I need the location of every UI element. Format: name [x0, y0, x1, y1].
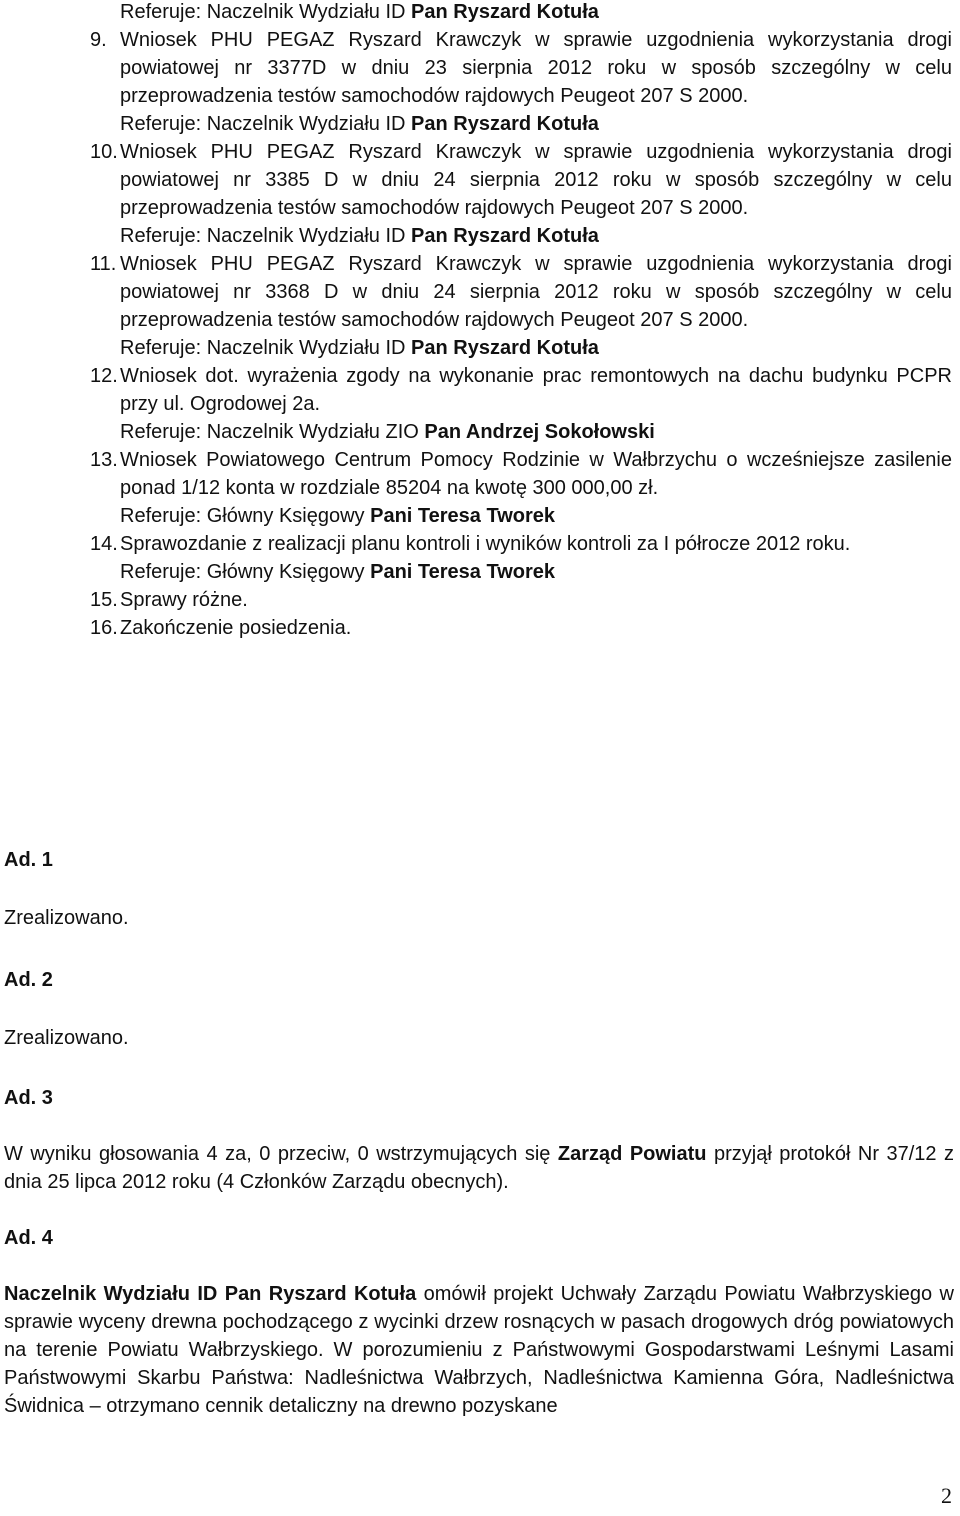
- referent-line: [90, 502, 952, 530]
- referent-prefix: Referuje: Naczelnik Wydziału ID: [120, 113, 412, 135]
- referent-line: [90, 334, 952, 362]
- agenda-item-number: 11.: [90, 253, 117, 275]
- ad2-text: Zrealizowano.: [4, 1027, 129, 1049]
- agenda-item: [90, 530, 952, 558]
- ad1-label: Ad. 1: [4, 849, 53, 871]
- ad3-paragraph: [4, 1140, 954, 1196]
- agenda-item-number: 16.: [90, 617, 118, 639]
- agenda-item-text: Sprawy różne.: [120, 589, 248, 611]
- agenda-item-text: Sprawozdanie z realizacji planu kontroli i wyników kontroli za I półrocze 2012 roku.: [120, 533, 851, 555]
- referent-line: [90, 0, 952, 26]
- referent-prefix: Referuje: Naczelnik Wydziału ZIO: [120, 421, 425, 443]
- referent-line: [90, 110, 952, 138]
- agenda-item-text: Wniosek PHU PEGAZ Ryszard Krawczyk w sprawie uzgodnienia wykorzystania drogi powiatowej nr 3368 D w dniu 24 sierpnia 2012 roku w sposób szczególny w celu przeprowadzenia testów samochodów rajdowych Peugeot 207 S 2000.: [120, 253, 952, 331]
- agenda-item: [90, 26, 952, 110]
- agenda-item: [90, 362, 952, 418]
- agenda-item-number: 12.: [90, 365, 118, 387]
- ad4-label: Ad. 4: [4, 1227, 53, 1249]
- ad3-text-b: przyjął protokół Nr 37/12 z dnia 25 lipca 2012 roku (4 Członków Zarządu obecnych).: [4, 1143, 954, 1193]
- agenda-item: [90, 138, 952, 222]
- agenda-item-number: 14.: [90, 533, 118, 555]
- ad3-text-a: W wyniku głosowania 4 za, 0 przeciw, 0 wstrzymujących się: [4, 1143, 558, 1165]
- agenda-item-number: 10.: [90, 141, 118, 163]
- agenda-item-number: 9.: [90, 29, 107, 51]
- ad4-bold: Naczelnik Wydziału ID Pan Ryszard Kotuła: [4, 1283, 417, 1305]
- referent-name: Pan Ryszard Kotuła: [411, 1, 599, 23]
- agenda-item-number: 13.: [90, 449, 118, 471]
- referent-line: [90, 222, 952, 250]
- agenda-item: [90, 614, 952, 642]
- page-number: 2: [941, 1483, 952, 1508]
- ad2-section: [4, 966, 954, 1052]
- agenda-item: [90, 586, 952, 614]
- ad1-text: Zrealizowano.: [4, 907, 129, 929]
- referent-prefix: Referuje: Naczelnik Wydziału ID: [120, 225, 412, 247]
- referent-name: Pan Ryszard Kotuła: [411, 225, 599, 247]
- referent-prefix: Referuje: Główny Księgowy: [120, 561, 371, 583]
- agenda-item-text: Wniosek PHU PEGAZ Ryszard Krawczyk w sprawie uzgodnienia wykorzystania drogi powiatowej nr 3377D w dniu 23 sierpnia 2012 roku w sposób szczególny w celu przeprowadzenia testów samochodów rajdowych Peugeot 207 S 2000.: [120, 29, 952, 107]
- referent-prefix: Referuje: Główny Księgowy: [120, 505, 371, 527]
- referent-line: [90, 558, 952, 586]
- agenda-item-text: Wniosek Powiatowego Centrum Pomocy Rodzinie w Wałbrzychu o wcześniejsze zasilenie ponad 1/12 konta w rozdziale 85204 na kwotę 300 000,00 zł.: [120, 449, 952, 499]
- referent-line: [90, 418, 952, 446]
- referent-name: Pani Teresa Tworek: [370, 561, 556, 583]
- referent-prefix: Referuje: Naczelnik Wydziału ID: [120, 337, 412, 359]
- referent-name: Pani Teresa Tworek: [370, 505, 556, 527]
- agenda-item-number: 15.: [90, 589, 118, 611]
- agenda-item-text: Wniosek dot. wyrażenia zgody na wykonanie prac remontowych na dachu budynku PCPR przy ul. Ogrodowej 2a.: [120, 365, 952, 415]
- ad3-label: Ad. 3: [4, 1087, 53, 1109]
- ad3-section: [4, 1084, 954, 1196]
- agenda-item: [90, 446, 952, 502]
- agenda-item-text: Zakończenie posiedzenia.: [120, 617, 352, 639]
- ad1-section: [4, 846, 954, 932]
- ad4-text: omówił projekt Uchwały Zarządu Powiatu Wałbrzyskiego w sprawie wyceny drewna pochodzącego z wycinki drzew rosnących w pasach drogowych dróg powiatowych na terenie Powiatu Wałbrzyskiego. W porozumieniu z Państwowymi Gospodarstwami Leśnymi Lasami Państwowymi Skarbu Państwa: Nadleśnictwa Wałbrzych, Nadleśnictwa Kamienna Góra, Nadleśnictwa Świdnica – otrzymano cennik detaliczny na drewno pozyskane: [4, 1283, 954, 1417]
- agenda-item-text: Wniosek PHU PEGAZ Ryszard Krawczyk w sprawie uzgodnienia wykorzystania drogi powiatowej nr 3385 D w dniu 24 sierpnia 2012 roku w sposób szczególny w celu przeprowadzenia testów samochodów rajdowych Peugeot 207 S 2000.: [120, 141, 952, 219]
- agenda-item: [90, 250, 952, 334]
- ad2-label: Ad. 2: [4, 969, 53, 991]
- agenda-list: [90, 0, 952, 642]
- referent-name: Pan Ryszard Kotuła: [411, 113, 599, 135]
- ad3-bold: Zarząd Powiatu: [557, 1143, 707, 1165]
- referent-name: Pan Andrzej Sokołowski: [424, 421, 655, 443]
- ad4-paragraph: [4, 1280, 954, 1420]
- referent-prefix: Referuje: Naczelnik Wydziału ID: [120, 1, 412, 23]
- ad4-section: [4, 1224, 954, 1420]
- referent-name: Pan Ryszard Kotuła: [411, 337, 599, 359]
